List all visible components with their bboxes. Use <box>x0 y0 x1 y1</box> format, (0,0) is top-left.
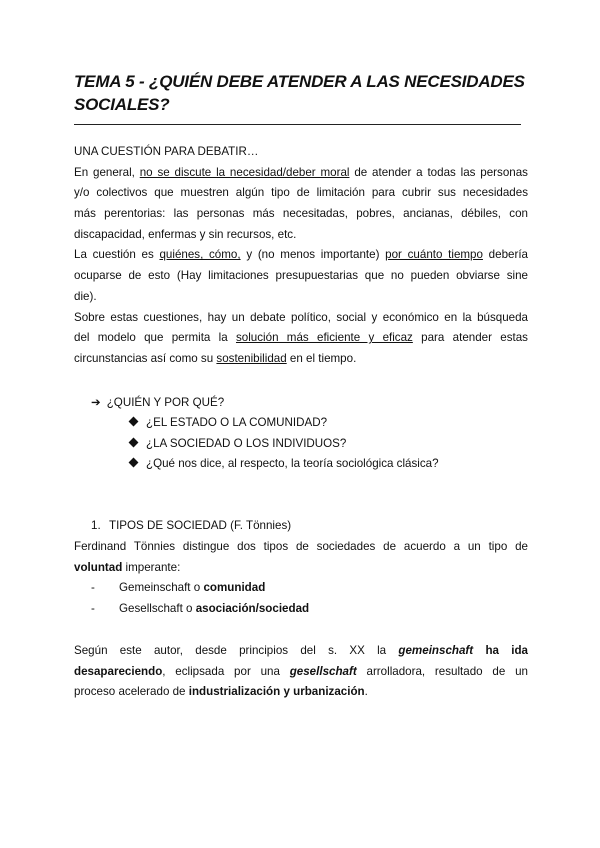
intro-section <box>74 142 528 370</box>
text-run: arrolladora, resultado de un <box>366 664 528 678</box>
text-run: para atender estas <box>421 331 528 345</box>
bold-term: ha ida <box>485 644 528 657</box>
dash-bullet: - <box>91 581 95 594</box>
intro-p1-line2: y/o colectivos que muestren algún tipo de limitación para cubrir sus necesidades <box>74 186 528 200</box>
list-item-label: ¿EL ESTADO O LA COMUNIDAD? <box>146 416 328 429</box>
arrow-list-item <box>91 393 224 414</box>
section-title: TIPOS DE SOCIEDAD (F. Tönnies) <box>109 519 292 532</box>
underlined-phrase: quiénes, cómo, <box>159 248 241 262</box>
intro-p2-line3: die). <box>74 289 97 303</box>
document-title: TEMA 5 - ¿QUIÉN DEBE ATENDER A LAS NECESIDADES SOCIALES? <box>74 72 525 114</box>
bold-italic-term: gesellschaft <box>289 664 357 678</box>
list-item-label: ¿QUIÉN Y POR QUÉ? <box>106 396 225 409</box>
text-run: En general, <box>74 165 135 179</box>
text-run: Según este autor, desde principios del s. XX la <box>74 644 387 657</box>
diamond-bullet-icon <box>129 458 139 468</box>
intro-p3-line3 <box>74 349 528 370</box>
list-item <box>130 454 439 475</box>
section1-p2-line3 <box>74 682 528 703</box>
text-run: del modelo que permita la <box>74 331 228 345</box>
bold-term: comunidad <box>203 581 266 594</box>
dash-list-item <box>91 578 265 599</box>
text-run: Gesellschaft o <box>119 602 193 615</box>
intro-p2-line1 <box>74 245 528 266</box>
bold-term: desapareciendo <box>74 664 163 678</box>
underlined-phrase: no se discute la necesidad/deber moral <box>139 165 350 179</box>
bold-term: industrialización y urbanización <box>188 685 365 699</box>
section1-paragraph2 <box>74 641 528 703</box>
text-run: y (no menos importante) <box>246 248 380 262</box>
intro-p1-line4: discapacidad, enfermas y sin recursos, etc. <box>74 227 297 241</box>
intro-p1-line1 <box>74 163 528 184</box>
section1-paragraph1 <box>74 537 528 578</box>
underlined-phrase: solución más eficiente y eficaz <box>235 331 413 345</box>
section-number: 1. <box>91 519 101 532</box>
section-heading <box>91 516 291 537</box>
intro-p1-line3: más perentorias: las personas más necesitadas, pobres, ancianas, débiles, con <box>74 207 528 221</box>
intro-p2-line2: ocuparse de esto (Hay limitaciones presupuestarias que no pueden obviarse sine <box>74 269 528 283</box>
section1-p2-line1 <box>74 641 528 662</box>
text-run: imperante: <box>125 560 181 574</box>
list-item-label: ¿LA SOCIEDAD O LOS INDIVIDUOS? <box>146 437 347 450</box>
diamond-bullet-icon <box>129 417 139 427</box>
list-item-label: ¿Qué nos dice, al respecto, la teoría sociológica clásica? <box>146 457 439 470</box>
dash-list-item <box>91 599 309 620</box>
text-run: en el tiempo. <box>289 351 357 365</box>
diamond-bullet-icon <box>129 438 139 448</box>
list-item <box>130 434 346 455</box>
title-divider <box>74 124 521 125</box>
text-run: La cuestión es <box>74 248 154 262</box>
bold-italic-term: gemeinschaft <box>398 644 474 657</box>
arrow-icon: ➔ <box>91 396 101 409</box>
underlined-phrase: sostenibilidad <box>216 351 287 365</box>
text-run: , eclipsada por una <box>162 664 280 678</box>
section1-p1-line1: Ferdinand Tönnies distingue dos tipos de sociedades de acuerdo a un tipo de <box>74 540 528 553</box>
intro-p3-line1: Sobre estas cuestiones, hay un debate político, social y económico en la búsqueda <box>74 310 528 324</box>
text-run: Gemeinschaft o <box>119 581 201 594</box>
intro-heading: UNA CUESTIÓN PARA DEBATIR… <box>74 145 259 158</box>
underlined-phrase: por cuánto tiempo <box>385 248 483 262</box>
text-run: proceso acelerado de <box>74 685 186 699</box>
text-run: . <box>364 685 368 699</box>
section1-p2-line2 <box>74 662 528 683</box>
dash-bullet: - <box>91 602 95 615</box>
bold-term: asociación/sociedad <box>195 602 310 615</box>
text-run: de atender a todas las personas <box>354 165 528 179</box>
section1-p1-line2 <box>74 558 528 579</box>
list-item <box>130 413 327 434</box>
text-run: circunstancias así como su <box>74 351 214 365</box>
bold-term: voluntad <box>74 560 123 574</box>
intro-p3-line2 <box>74 328 528 349</box>
text-run: debería <box>488 248 528 262</box>
